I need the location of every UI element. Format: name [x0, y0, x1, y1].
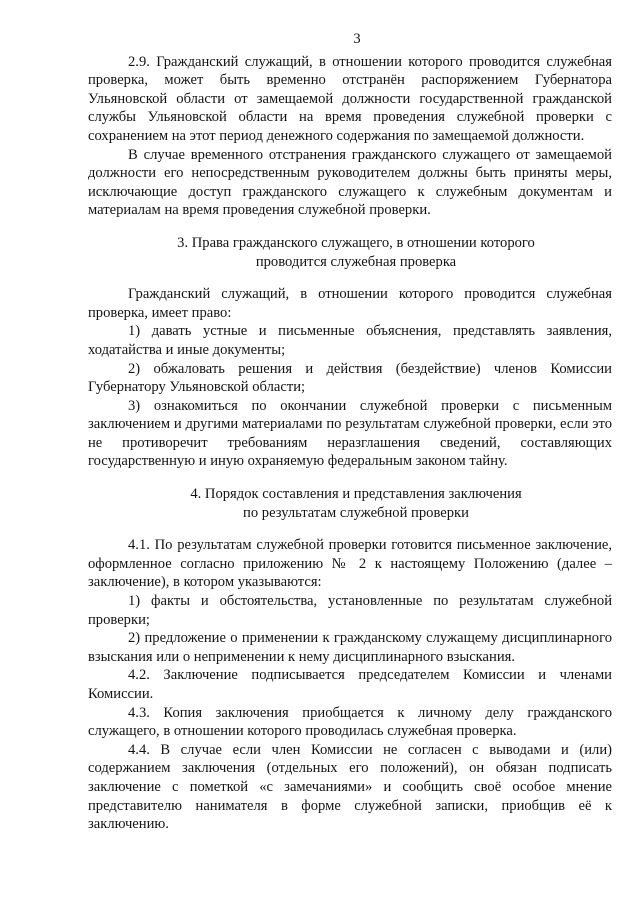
paragraph-2-9: 2.9. Гражданский служащий, в отношении которого проводится служебная проверка, может быть временно отстранён распоряжением Губернатора Ульяновской области от замещаемой должности государственной гражданской службы Ульяновской области на время проведения служебной проверки с сохранением на этот период денежного содержания по замещаемой должности. [88, 53, 612, 144]
section-3-heading-line-1: 3. Права гражданского служащего, в отношении которого [177, 234, 535, 251]
paragraph-4-2: 4.2. Заключение подписывается председателем Комиссии и членами Комиссии. [88, 667, 612, 702]
right-item-2: 2) обжаловать решения и действия (бездействие) членов Комиссии Губернатору Ульяновской области; [88, 360, 612, 396]
paragraph-suspension: В случае временного отстранения гражданского служащего от замещаемой должности его непосредственным руководителем должны быть приняты меры, исключающие доступ гражданского служащего к служебным документам и материалам на время проведения служебной проверки. [88, 146, 612, 219]
section-4-heading-line-1: 4. Порядок составления и представления заключения [190, 486, 522, 503]
paragraph-4-1-item-1: 1) факты и обстоятельства, установленные по результатам служебной проверки; [88, 593, 612, 628]
section-3-heading [88, 234, 612, 271]
paragraph-4-3: 4.3. Копия заключения приобщается к личному делу гражданского служащего, в отношении которого проводилась служебная проверка. [88, 704, 612, 740]
paragraph-4-1: 4.1. По результатам служебной проверки готовится письменное заключение, оформленное согласно приложению № 2 к настоящему Положению (далее – заключение), в котором указываются: [88, 537, 612, 591]
right-item-3: 3) ознакомиться по окончании служебной проверки с письменным заключением и другими материалами по результатам служебной проверки, если это не противоречит требованиям неразглашения сведений, составляющих государственную и иную охраняемую федеральным законом тайну. [88, 397, 612, 470]
paragraph-4-4: 4.4. В случае если член Комиссии не согласен с выводами и (или) содержанием заключения (отдельных его положений), он обязан подписать заключение с пометкой «с замечаниями» и сообщить своё особое мнение представителю нанимателя в форме служебной записки, приобщив её к заключению. [88, 741, 612, 833]
document-page [88, 30, 612, 834]
page-number: 3 [353, 31, 361, 47]
section-4-heading-line-2: по результатам служебной проверки [243, 504, 469, 521]
section-3-intro: Гражданский служащий, в отношении которого проводится служебная проверка, имеет право: [88, 286, 612, 321]
section-4-heading [88, 485, 612, 522]
right-item-1: 1) давать устные и письменные объяснения, представлять заявления, ходатайства и иные документы; [88, 323, 612, 358]
paragraph-4-1-item-2: 2) предложение о применении к гражданскому служащему дисциплинарного взыскания или о неприменении к нему дисциплинарного взыскания. [88, 630, 612, 665]
section-3-heading-line-2: проводится служебная проверка [255, 253, 457, 270]
